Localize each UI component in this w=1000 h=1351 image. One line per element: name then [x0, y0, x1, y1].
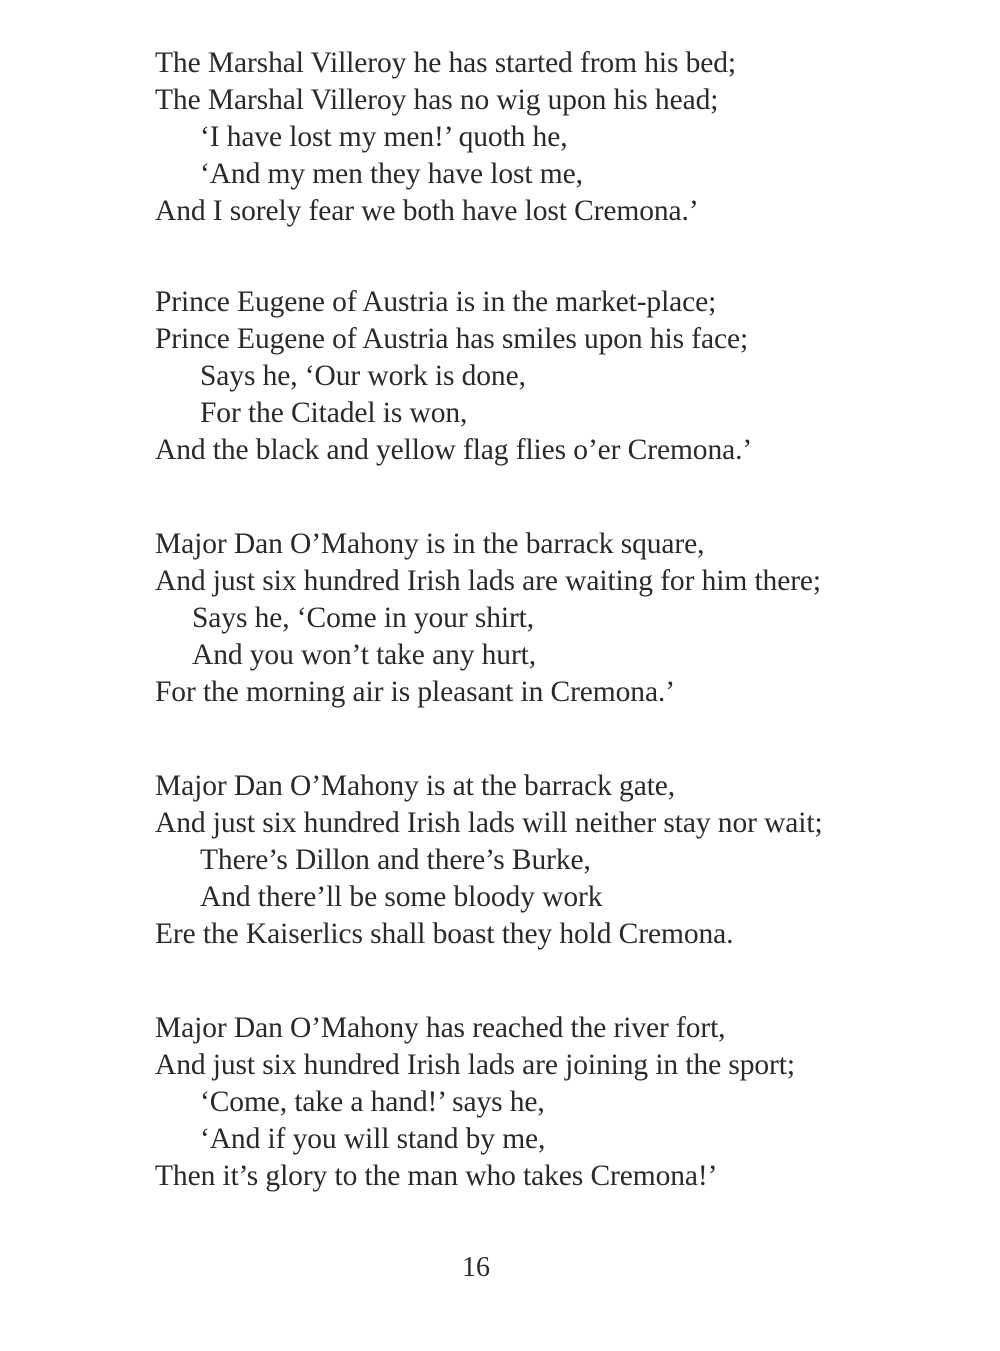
verse-line: And just six hundred Irish lads will neither stay nor wait;	[155, 807, 823, 839]
verse-line: For the Citadel is won,	[200, 397, 468, 429]
verse-line: And there’ll be some bloody work	[200, 881, 603, 913]
verse-line: Prince Eugene of Austria is in the market-place;	[155, 286, 717, 318]
verse-line: Major Dan O’Mahony has reached the river fort,	[155, 1012, 726, 1044]
verse-line: Then it’s glory to the man who takes Cremona!’	[155, 1160, 718, 1192]
verse-line: The Marshal Villeroy he has started from his bed;	[155, 47, 736, 79]
verse-line: And you won’t take any hurt,	[192, 639, 537, 671]
stanza-5	[155, 1010, 795, 1195]
verse-line: Major Dan O’Mahony is in the barrack square,	[155, 528, 705, 560]
verse-line: Says he, ‘Our work is done,	[200, 360, 526, 392]
verse-line: Major Dan O’Mahony is at the barrack gate,	[155, 770, 676, 802]
stanza-4	[155, 768, 823, 953]
verse-line: And just six hundred Irish lads are waiting for him there;	[155, 565, 822, 597]
stanza-1	[155, 45, 736, 230]
verse-line: Ere the Kaiserlics shall boast they hold Cremona.	[155, 918, 734, 950]
verse-line: And I sorely fear we both have lost Cremona.’	[155, 195, 699, 227]
verse-line: For the morning air is pleasant in Cremona.’	[155, 676, 675, 708]
verse-line: And just six hundred Irish lads are joining in the sport;	[155, 1049, 795, 1081]
verse-line: The Marshal Villeroy has no wig upon his head;	[155, 84, 719, 116]
verse-line: ‘Come, take a hand!’ says he,	[200, 1086, 545, 1118]
verse-line: ‘I have lost my men!’ quoth he,	[200, 121, 568, 153]
stanza-2	[155, 284, 752, 469]
verse-line: Prince Eugene of Austria has smiles upon his face;	[155, 323, 749, 355]
verse-line: And the black and yellow flag flies o’er Cremona.’	[155, 434, 753, 466]
verse-line: ‘And if you will stand by me,	[200, 1123, 546, 1155]
verse-line: There’s Dillon and there’s Burke,	[200, 844, 591, 876]
page-number: 16	[462, 1252, 490, 1283]
stanza-3	[155, 526, 821, 711]
verse-line: Says he, ‘Come in your shirt,	[192, 602, 535, 634]
verse-line: ‘And my men they have lost me,	[200, 158, 583, 190]
